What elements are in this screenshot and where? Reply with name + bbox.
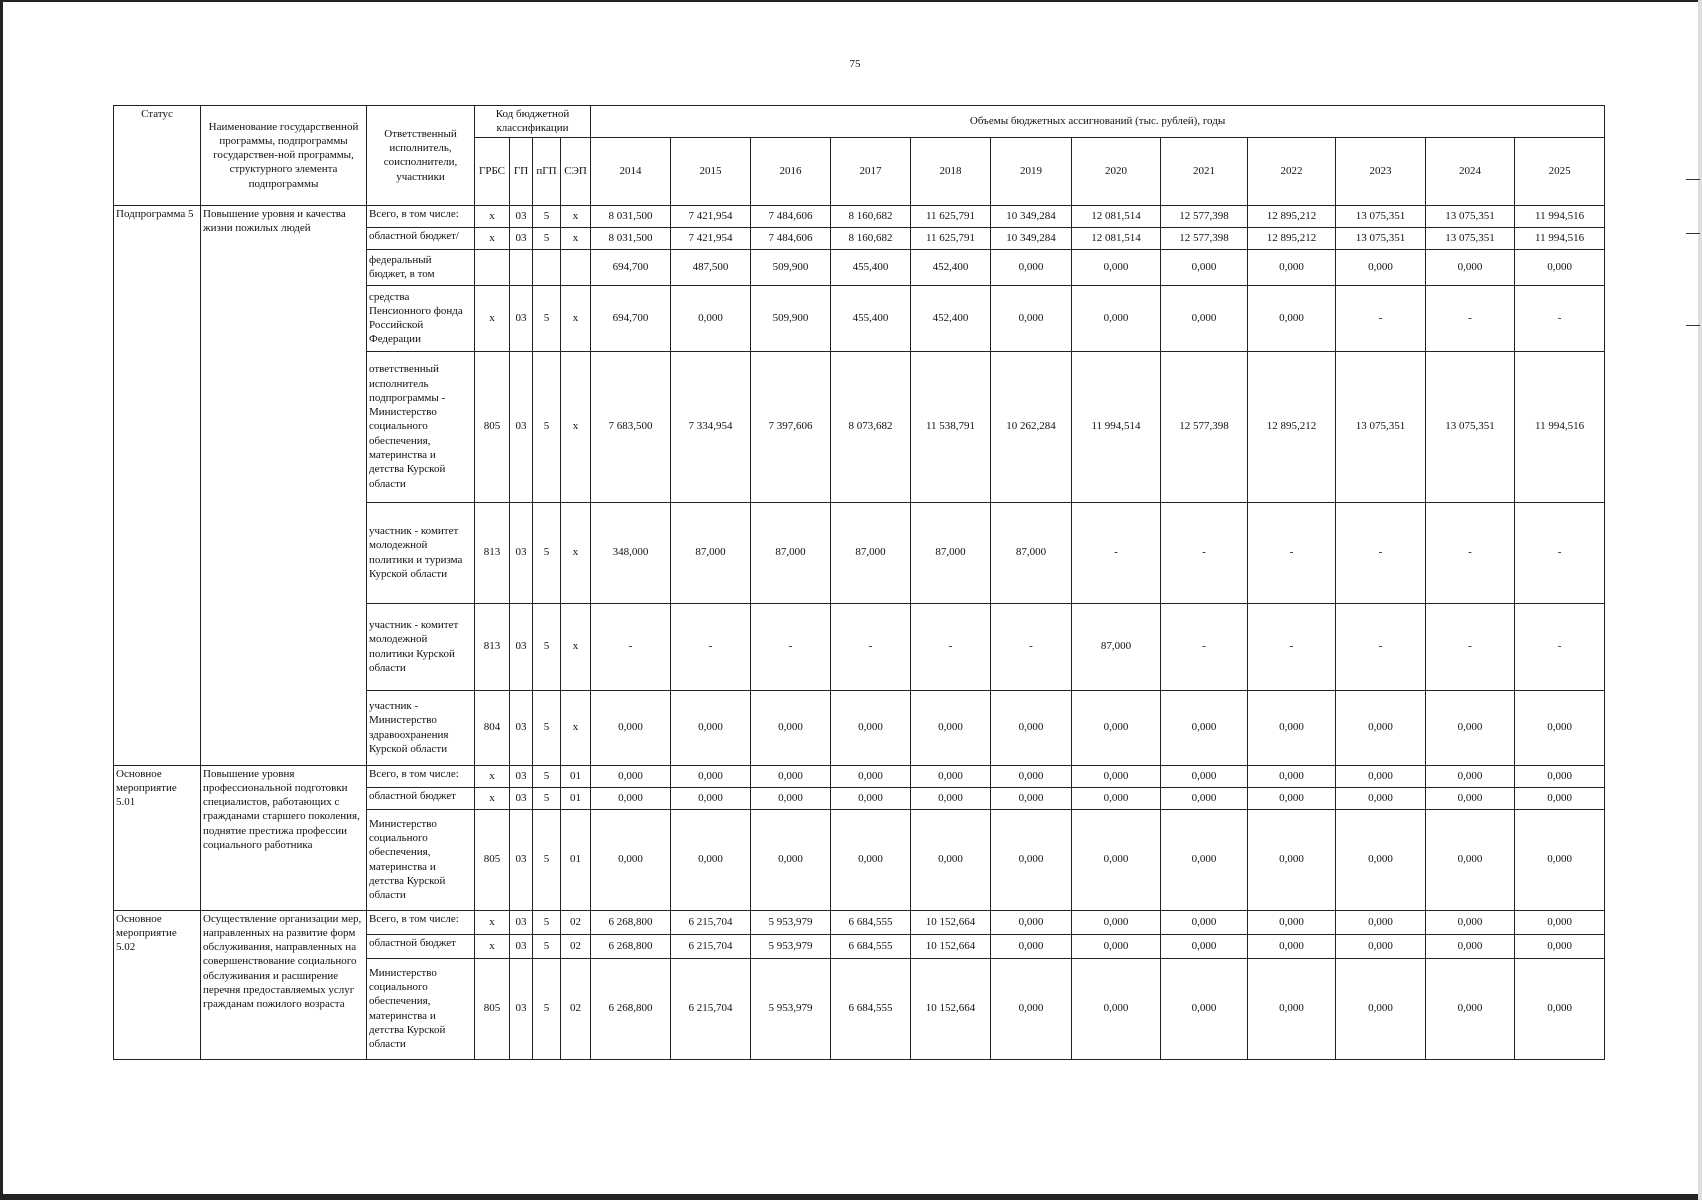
value-cell: 0,000	[991, 934, 1072, 958]
value-cell: 10 262,284	[991, 351, 1072, 502]
value-cell: 0,000	[591, 765, 671, 787]
code-cell: x	[561, 285, 591, 351]
value-cell: 7 484,606	[751, 227, 831, 249]
value-cell: 455,400	[831, 285, 911, 351]
value-cell: 0,000	[1072, 787, 1161, 809]
value-cell: 0,000	[1515, 809, 1605, 910]
code-cell	[510, 249, 533, 285]
status-cell: Основное мероприятие 5.01	[114, 765, 201, 910]
responsible-cell: федеральный бюджет, в том	[367, 249, 475, 285]
value-cell: 452,400	[911, 249, 991, 285]
edge-mark	[1686, 233, 1700, 234]
code-cell: 03	[510, 690, 533, 765]
value-cell: 0,000	[991, 787, 1072, 809]
table-row	[114, 205, 1605, 227]
header-status: Статус	[114, 106, 201, 206]
header-year: 2021	[1161, 137, 1248, 205]
value-cell: -	[1426, 603, 1515, 690]
code-cell: 03	[510, 787, 533, 809]
value-cell: 0,000	[1161, 809, 1248, 910]
value-cell: -	[1515, 603, 1605, 690]
code-cell: x	[475, 205, 510, 227]
code-cell: 5	[533, 285, 561, 351]
value-cell: 0,000	[1426, 809, 1515, 910]
value-cell: 0,000	[1515, 249, 1605, 285]
header-year: 2022	[1248, 137, 1336, 205]
code-cell: 5	[533, 809, 561, 910]
value-cell: -	[1161, 603, 1248, 690]
value-cell: 455,400	[831, 249, 911, 285]
header-year: 2020	[1072, 137, 1161, 205]
value-cell: -	[1248, 603, 1336, 690]
code-cell: x	[561, 603, 591, 690]
value-cell: 0,000	[1426, 787, 1515, 809]
value-cell: -	[591, 603, 671, 690]
value-cell: 0,000	[911, 765, 991, 787]
value-cell: 452,400	[911, 285, 991, 351]
value-cell: 0,000	[1072, 249, 1161, 285]
responsible-cell: Всего, в том числе:	[367, 910, 475, 934]
value-cell: 0,000	[1072, 690, 1161, 765]
value-cell: 0,000	[1336, 910, 1426, 934]
header-year: 2017	[831, 137, 911, 205]
value-cell: 6 215,704	[671, 958, 751, 1059]
header-code-grbs: ГРБС	[475, 137, 510, 205]
value-cell: 0,000	[991, 958, 1072, 1059]
code-cell: 805	[475, 351, 510, 502]
header-code-group: Код бюджетной классификации	[475, 106, 591, 138]
name-cell: Повышение уровня и качества жизни пожилых людей	[201, 205, 367, 765]
value-cell: 0,000	[911, 787, 991, 809]
value-cell: 0,000	[1161, 934, 1248, 958]
page-frame-left	[0, 0, 3, 1200]
header-year: 2014	[591, 137, 671, 205]
value-cell: 348,000	[591, 502, 671, 603]
value-cell: 0,000	[1336, 787, 1426, 809]
value-cell: 10 152,664	[911, 910, 991, 934]
value-cell: 0,000	[1426, 934, 1515, 958]
value-cell: 0,000	[831, 765, 911, 787]
responsible-cell: Всего, в том числе:	[367, 205, 475, 227]
value-cell: 6 684,555	[831, 958, 911, 1059]
value-cell: 0,000	[591, 787, 671, 809]
value-cell: -	[1161, 502, 1248, 603]
header-responsible: Ответственный исполнитель, соисполнители, участники	[367, 106, 475, 206]
value-cell: 0,000	[1161, 249, 1248, 285]
value-cell: 13 075,351	[1336, 227, 1426, 249]
value-cell: -	[1426, 285, 1515, 351]
status-cell: Основное мероприятие 5.02	[114, 910, 201, 1059]
value-cell: 0,000	[1161, 285, 1248, 351]
value-cell: 0,000	[1336, 934, 1426, 958]
code-cell: 804	[475, 690, 510, 765]
responsible-cell: областной бюджет	[367, 934, 475, 958]
value-cell: 0,000	[1426, 249, 1515, 285]
value-cell: -	[1336, 285, 1426, 351]
value-cell: 0,000	[671, 765, 751, 787]
value-cell: 0,000	[1515, 958, 1605, 1059]
header-year: 2015	[671, 137, 751, 205]
value-cell: 0,000	[1426, 765, 1515, 787]
responsible-cell: участник - комитет молодежной политики Курской области	[367, 603, 475, 690]
code-cell: 03	[510, 934, 533, 958]
code-cell: x	[475, 934, 510, 958]
responsible-cell: областной бюджет/	[367, 227, 475, 249]
value-cell: 0,000	[1426, 958, 1515, 1059]
value-cell: 0,000	[1248, 809, 1336, 910]
page-frame-top	[0, 0, 1702, 2]
value-cell: 12 081,514	[1072, 205, 1161, 227]
value-cell: 0,000	[911, 690, 991, 765]
value-cell: -	[1072, 502, 1161, 603]
value-cell: 5 953,979	[751, 958, 831, 1059]
code-cell: 03	[510, 809, 533, 910]
value-cell: 8 160,682	[831, 227, 911, 249]
value-cell: 6 215,704	[671, 910, 751, 934]
value-cell: 13 075,351	[1426, 351, 1515, 502]
value-cell: 7 683,500	[591, 351, 671, 502]
code-cell: x	[475, 285, 510, 351]
value-cell: 0,000	[591, 690, 671, 765]
header-name: Наименование государственной программы, подпрограммы государствен-ной программы, структурного элемента подпрограммы	[201, 106, 367, 206]
value-cell: 13 075,351	[1336, 205, 1426, 227]
value-cell: 0,000	[751, 690, 831, 765]
value-cell: 0,000	[1161, 690, 1248, 765]
value-cell: 5 953,979	[751, 934, 831, 958]
value-cell: 7 334,954	[671, 351, 751, 502]
responsible-cell: средства Пенсионного фонда Российской Федерации	[367, 285, 475, 351]
value-cell: 10 349,284	[991, 227, 1072, 249]
value-cell: 0,000	[991, 809, 1072, 910]
value-cell: 7 397,606	[751, 351, 831, 502]
value-cell: 12 895,212	[1248, 227, 1336, 249]
value-cell: 10 152,664	[911, 958, 991, 1059]
value-cell: 7 421,954	[671, 227, 751, 249]
value-cell: -	[1248, 502, 1336, 603]
responsible-cell: участник - Министерство здравоохранения Курской области	[367, 690, 475, 765]
value-cell: 87,000	[831, 502, 911, 603]
value-cell: 10 152,664	[911, 934, 991, 958]
value-cell: 694,700	[591, 285, 671, 351]
header-code-gp: ГП	[510, 137, 533, 205]
header-year: 2016	[751, 137, 831, 205]
code-cell: 5	[533, 958, 561, 1059]
value-cell: 7 484,606	[751, 205, 831, 227]
value-cell: 87,000	[911, 502, 991, 603]
value-cell: 5 953,979	[751, 910, 831, 934]
code-cell: 01	[561, 787, 591, 809]
value-cell: 0,000	[1072, 809, 1161, 910]
responsible-cell: Министерство социального обеспечения, материнства и детства Курской области	[367, 809, 475, 910]
value-cell: 0,000	[1072, 934, 1161, 958]
value-cell: 0,000	[751, 809, 831, 910]
code-cell: x	[561, 502, 591, 603]
value-cell: 0,000	[591, 809, 671, 910]
value-cell: 0,000	[671, 809, 751, 910]
value-cell: 6 684,555	[831, 934, 911, 958]
value-cell: 694,700	[591, 249, 671, 285]
code-cell: 03	[510, 958, 533, 1059]
code-cell: 01	[561, 809, 591, 910]
value-cell: 0,000	[671, 690, 751, 765]
header-year: 2025	[1515, 137, 1605, 205]
value-cell: -	[1426, 502, 1515, 603]
value-cell: 8 031,500	[591, 205, 671, 227]
value-cell: 0,000	[1248, 934, 1336, 958]
code-cell: x	[475, 227, 510, 249]
code-cell: x	[561, 690, 591, 765]
value-cell: 11 625,791	[911, 205, 991, 227]
value-cell: 11 994,514	[1072, 351, 1161, 502]
value-cell: 0,000	[1426, 690, 1515, 765]
code-cell: 5	[533, 787, 561, 809]
table-body	[114, 205, 1605, 1059]
value-cell: 0,000	[751, 765, 831, 787]
value-cell: 0,000	[671, 787, 751, 809]
value-cell: 0,000	[991, 249, 1072, 285]
code-cell	[561, 249, 591, 285]
value-cell: 0,000	[831, 809, 911, 910]
value-cell: -	[1515, 502, 1605, 603]
responsible-cell: Всего, в том числе:	[367, 765, 475, 787]
value-cell: 0,000	[1426, 910, 1515, 934]
code-cell: 805	[475, 809, 510, 910]
value-cell: 0,000	[991, 690, 1072, 765]
value-cell: 0,000	[1248, 910, 1336, 934]
code-cell: 02	[561, 934, 591, 958]
value-cell: 0,000	[1336, 809, 1426, 910]
value-cell: 8 031,500	[591, 227, 671, 249]
edge-mark	[1686, 325, 1700, 326]
value-cell: 0,000	[751, 787, 831, 809]
value-cell: 0,000	[1336, 765, 1426, 787]
value-cell: 0,000	[1515, 765, 1605, 787]
header-code-sep: СЭП	[561, 137, 591, 205]
value-cell: 6 684,555	[831, 910, 911, 934]
value-cell: -	[671, 603, 751, 690]
value-cell: 11 994,516	[1515, 205, 1605, 227]
code-cell: 813	[475, 502, 510, 603]
value-cell: 11 625,791	[911, 227, 991, 249]
value-cell: 0,000	[1161, 958, 1248, 1059]
code-cell: 5	[533, 934, 561, 958]
value-cell: 487,500	[671, 249, 751, 285]
value-cell: 0,000	[1248, 958, 1336, 1059]
code-cell: 02	[561, 910, 591, 934]
code-cell: 03	[510, 285, 533, 351]
code-cell: 5	[533, 603, 561, 690]
value-cell: 87,000	[991, 502, 1072, 603]
value-cell: 0,000	[1336, 249, 1426, 285]
value-cell: -	[831, 603, 911, 690]
value-cell: 0,000	[1072, 910, 1161, 934]
code-cell: x	[561, 205, 591, 227]
value-cell: 6 268,800	[591, 958, 671, 1059]
value-cell: 13 075,351	[1336, 351, 1426, 502]
value-cell: 0,000	[1248, 690, 1336, 765]
value-cell: 12 895,212	[1248, 205, 1336, 227]
header-year: 2018	[911, 137, 991, 205]
code-cell: x	[475, 787, 510, 809]
value-cell: 0,000	[1515, 934, 1605, 958]
value-cell: -	[1336, 502, 1426, 603]
value-cell: 12 577,398	[1161, 205, 1248, 227]
table-row	[114, 765, 1605, 787]
code-cell: 5	[533, 502, 561, 603]
value-cell: 509,900	[751, 249, 831, 285]
code-cell: 5	[533, 765, 561, 787]
budget-table	[113, 105, 1605, 1060]
header-volumes-group: Объемы бюджетных ассигнований (тыс. рублей), годы	[591, 106, 1605, 138]
edge-mark	[1686, 179, 1700, 180]
code-cell: 03	[510, 910, 533, 934]
responsible-cell: участник - комитет молодежной политики и туризма Курской области	[367, 502, 475, 603]
responsible-cell: областной бюджет	[367, 787, 475, 809]
page-number: 75	[849, 58, 861, 70]
value-cell: 0,000	[1515, 910, 1605, 934]
value-cell: 13 075,351	[1426, 227, 1515, 249]
value-cell: 8 160,682	[831, 205, 911, 227]
value-cell: -	[1336, 603, 1426, 690]
value-cell: 0,000	[1515, 690, 1605, 765]
value-cell: 11 994,516	[1515, 351, 1605, 502]
value-cell: -	[1515, 285, 1605, 351]
header-code-pgp: пГП	[533, 137, 561, 205]
code-cell: 5	[533, 910, 561, 934]
value-cell: 0,000	[1336, 690, 1426, 765]
value-cell: 6 215,704	[671, 934, 751, 958]
code-cell: x	[561, 351, 591, 502]
value-cell: 6 268,800	[591, 910, 671, 934]
value-cell: 12 895,212	[1248, 351, 1336, 502]
value-cell: 0,000	[911, 809, 991, 910]
value-cell: 0,000	[991, 765, 1072, 787]
value-cell: 0,000	[1072, 765, 1161, 787]
value-cell: 87,000	[751, 502, 831, 603]
value-cell: 11 994,516	[1515, 227, 1605, 249]
responsible-cell: ответственный исполнитель подпрограммы - Министерство социального обеспечения, материнства и детства Курской области	[367, 351, 475, 502]
value-cell: 0,000	[1161, 765, 1248, 787]
code-cell: 01	[561, 765, 591, 787]
value-cell: 12 081,514	[1072, 227, 1161, 249]
code-cell: 03	[510, 502, 533, 603]
value-cell: 0,000	[991, 285, 1072, 351]
status-cell: Подпрограмма 5	[114, 205, 201, 765]
value-cell: 87,000	[671, 502, 751, 603]
value-cell: 10 349,284	[991, 205, 1072, 227]
value-cell: 0,000	[1161, 787, 1248, 809]
code-cell: 5	[533, 227, 561, 249]
code-cell: 03	[510, 227, 533, 249]
value-cell: 0,000	[991, 910, 1072, 934]
value-cell: 0,000	[671, 285, 751, 351]
value-cell: 0,000	[1248, 249, 1336, 285]
code-cell: 02	[561, 958, 591, 1059]
value-cell: 0,000	[1515, 787, 1605, 809]
value-cell: 13 075,351	[1426, 205, 1515, 227]
header-row-1	[114, 106, 1605, 138]
value-cell: 87,000	[1072, 603, 1161, 690]
code-cell: 5	[533, 690, 561, 765]
code-cell: 03	[510, 765, 533, 787]
value-cell: 12 577,398	[1161, 351, 1248, 502]
value-cell: 0,000	[1072, 285, 1161, 351]
page-frame-right	[1698, 0, 1702, 1200]
page-frame-bottom	[0, 1194, 1702, 1200]
header-year: 2024	[1426, 137, 1515, 205]
code-cell: x	[475, 910, 510, 934]
code-cell: x	[561, 227, 591, 249]
table-row	[114, 910, 1605, 934]
code-cell	[475, 249, 510, 285]
value-cell: 11 538,791	[911, 351, 991, 502]
code-cell: 5	[533, 205, 561, 227]
value-cell: 509,900	[751, 285, 831, 351]
value-cell: 7 421,954	[671, 205, 751, 227]
value-cell: 8 073,682	[831, 351, 911, 502]
value-cell: 0,000	[831, 690, 911, 765]
value-cell: 0,000	[1161, 910, 1248, 934]
value-cell: 0,000	[1248, 285, 1336, 351]
code-cell: 03	[510, 205, 533, 227]
value-cell: 6 268,800	[591, 934, 671, 958]
value-cell: 0,000	[1336, 958, 1426, 1059]
name-cell: Осуществление организации мер, направленных на развитие форм обслуживания, направленных на совершенствование социального обслуживания и расширение перечня предоставляемых услуг гражданам пожилого возраста	[201, 910, 367, 1059]
value-cell: -	[751, 603, 831, 690]
name-cell: Повышение уровня профессиональной подготовки специалистов, работающих с гражданами старшего поколения, поднятие престижа профессии социального работника	[201, 765, 367, 910]
code-cell: 03	[510, 351, 533, 502]
header-year: 2023	[1336, 137, 1426, 205]
value-cell: 0,000	[1248, 787, 1336, 809]
value-cell: -	[911, 603, 991, 690]
header-year: 2019	[991, 137, 1072, 205]
code-cell	[533, 249, 561, 285]
code-cell: 813	[475, 603, 510, 690]
value-cell: 0,000	[1072, 958, 1161, 1059]
code-cell: 805	[475, 958, 510, 1059]
code-cell: x	[475, 765, 510, 787]
value-cell: -	[991, 603, 1072, 690]
code-cell: 5	[533, 351, 561, 502]
value-cell: 0,000	[1248, 765, 1336, 787]
responsible-cell: Министерство социального обеспечения, материнства и детства Курской области	[367, 958, 475, 1059]
value-cell: 0,000	[831, 787, 911, 809]
value-cell: 12 577,398	[1161, 227, 1248, 249]
code-cell: 03	[510, 603, 533, 690]
